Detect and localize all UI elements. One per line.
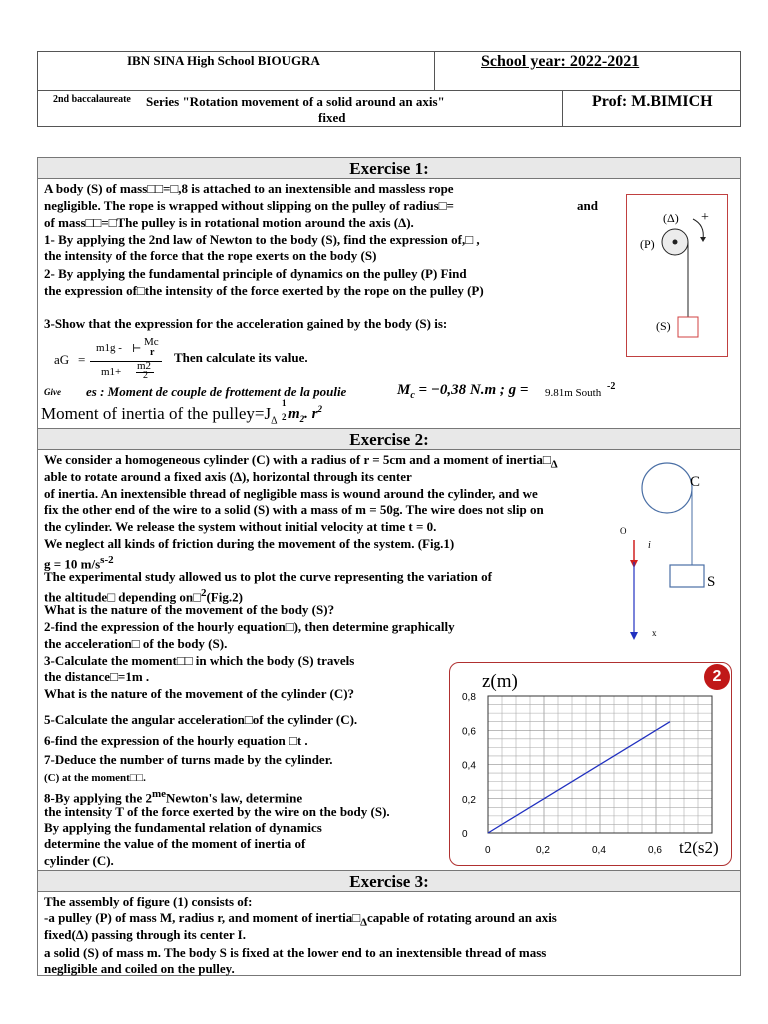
ex2-line: 2-find the expression of the hourly equation□), then determine graphically [44,619,455,634]
school-year: School year: 2022-2021 [481,53,640,70]
exercise-1-title: Exercise 1: [37,157,741,179]
given-exp: -2 [607,381,616,392]
ex2-line: What is the nature of the movement of the body (S)? [44,602,335,617]
ex2-line: (C) at the moment□□. [44,772,146,784]
fig1-label-s: S [707,574,716,590]
x-tick-label: 0,4 [592,845,606,856]
y-tick-label: 0,8 [462,692,476,703]
ex2-line: By applying the fundamental relation of dynamics [44,820,322,835]
y-tick-label: 0,6 [462,726,476,738]
ex1-then: Then calculate its value. [174,350,308,365]
series-line [488,722,670,833]
fig1-label-i: i [648,540,651,551]
fig1-plus: + [701,210,709,225]
ex2-line: 6-find the expression of the hourly equation □t . [44,733,308,748]
inertia-half-bot: 2 [282,412,287,422]
y-tick-label: 0 [462,829,468,840]
fig1-label-x: x [652,628,657,638]
ex1-and: and [577,198,598,213]
ex2-line: fix the other end of the wire to a solid (S) with a mass of m = 50g. The wire does not slip on [44,502,544,517]
ex3-line: fixed(Δ) passing through its center I. [44,927,246,942]
series-title: Series "Rotation movement of a solid around an axis" [146,94,445,109]
given-g: 9.81m South [545,387,602,399]
y-tick-label: 0,4 [462,760,476,772]
ex2-line: 5-Calculate the angular acceleration□of the cylinder (C). [44,712,358,727]
ex2-line: the cylinder. We release the system without initial velocity at time t = 0. [44,519,437,534]
x-tick-label: 0,6 [648,845,662,856]
formula-m2: m2 [137,360,152,372]
ex2-line: the acceleration□ of the body (S). [44,636,228,651]
ex1-line: negligible. The rope is wrapped without slipping on the pulley of radius□= [44,198,454,213]
formula-den: m1+ [101,366,122,378]
exercise-3-title: Exercise 3: [37,870,741,892]
ex1-figure [626,194,728,357]
fig1-pulley-label: (P) [640,237,655,251]
x-tick-label: 0,2 [536,845,550,856]
inertia-tail: $m_2$. $r^2$ [288,404,323,424]
ex2-line: 7-Deduce the number of turns made by the cylinder. [44,752,333,767]
formula-bar [90,361,162,362]
series-title-2: fixed [318,110,346,125]
ex1-line: 1- By applying the 2nd law of Newton to the body (S), find the expression of,□ , [44,232,480,247]
ex2-line: 8-By applying the $2^{me}Newton's$ law, determine [44,788,303,806]
ex1-line: 2- By applying the fundamental principle of dynamics on the pulley (P) Find [44,266,467,281]
ex2-line: determine the value of the moment of inertia of [44,836,306,851]
ex3-line: The assembly of figure (1) consists of: [44,894,253,909]
given-mc: M [397,382,411,398]
ex2-line: We consider a homogeneous cylinder (C) with a radius of r = 5cm and a moment of $inertia□_\Delta$ [44,452,558,471]
given-mc-sub: c [410,390,415,401]
ex1-line: 3-Show that the expression for the acceleration gained by the body (S) is: [44,316,448,331]
ex2-line: g = 10 $m/s^{s-2}$ [44,554,114,572]
ex3-line: negligible and coiled on the pulley. [44,961,235,976]
ex2-line: the distance□=1m . [44,669,150,684]
chart-xlabel: t2(s2) [679,838,719,857]
given-text: es : Moment de couple de frottement de la poulie [86,384,347,399]
ex3-line: -a pulley (P) of mass M, radius r, and moment of $inertia□_\Delta capable$ of rotating around an axis [44,910,557,929]
ex3-line: a solid (S) of mass m. The body S is fixed at the lower end to an inextensible thread of mass [44,945,547,960]
x-tick-label: 0 [485,845,491,856]
ex2-line: cylinder (C). [44,853,114,868]
prof-name: Prof: M.BIMICH [592,93,713,110]
ex1-line: of mass□□=□The pulley is in rotational motion around the axis (Δ). [44,215,414,230]
ex1-line: the intensity of the force that the rope exerts on the body (S) [44,248,377,263]
ex1-line: the expression of□the intensity of the force exerted by the rope on the pulley (P) [44,283,484,298]
given-mc-val: = −0,38 N.m ; g = [414,382,529,398]
chart-svg [450,663,731,865]
formula-num: m1g - [96,342,122,354]
fig1-label-o: O [620,526,627,536]
ex2-figure-1 [612,462,742,642]
formula-r: r [150,347,155,358]
ex2-line: The experimental study allowed us to plot the curve representing the variation of [44,569,492,584]
ex2-chart-frame [449,662,732,866]
formula-lhs: aG [54,352,70,367]
ex2-line: the intensity T of the force exerted by the wire on the body (S). [44,804,390,819]
ex2-line: the altitude□ depending on□$^2$(Fig.2) [44,587,243,605]
chart-ylabel: z(m) [482,671,518,692]
fig1-axis-label: (Δ) [663,211,679,225]
ex2-line: of inertia. An inextensible thread of negligible mass is wound around the cylinder, and we [44,486,538,501]
exercise-2-title: Exercise 2: [37,428,741,450]
give-label: Give [44,387,61,397]
school-name: IBN SINA High School BIOUGRA [127,53,320,68]
y-tick-label: 0,2 [462,794,476,806]
formula-mc: Mc [144,336,159,348]
ex2-line: able to rotate around a fixed axis (Δ), horizontal through its center [44,469,412,484]
ex2-line: We neglect all kinds of friction during the movement of the system. (Fig.1) [44,536,455,551]
inertia-text: Moment of inertia of the $pulley=J_\Delta$ [41,404,278,427]
ex2-line: 3-Calculate the moment□□ in which the body (S) travels [44,653,355,668]
fig1-body-label: (S) [656,319,671,333]
formula-two: 2 [143,370,148,381]
inertia-half-top: 1 [282,398,287,408]
ex1-line: A body (S) of mass□□=□,8 is attached to an inextensible and massless rope [44,181,454,196]
chart-badge: 2 [704,664,730,690]
fig1-label-c: C [690,474,701,490]
level: 2nd baccalaureate [53,94,131,105]
ex2-line: What is the nature of the movement of the cylinder (C)? [44,686,355,701]
